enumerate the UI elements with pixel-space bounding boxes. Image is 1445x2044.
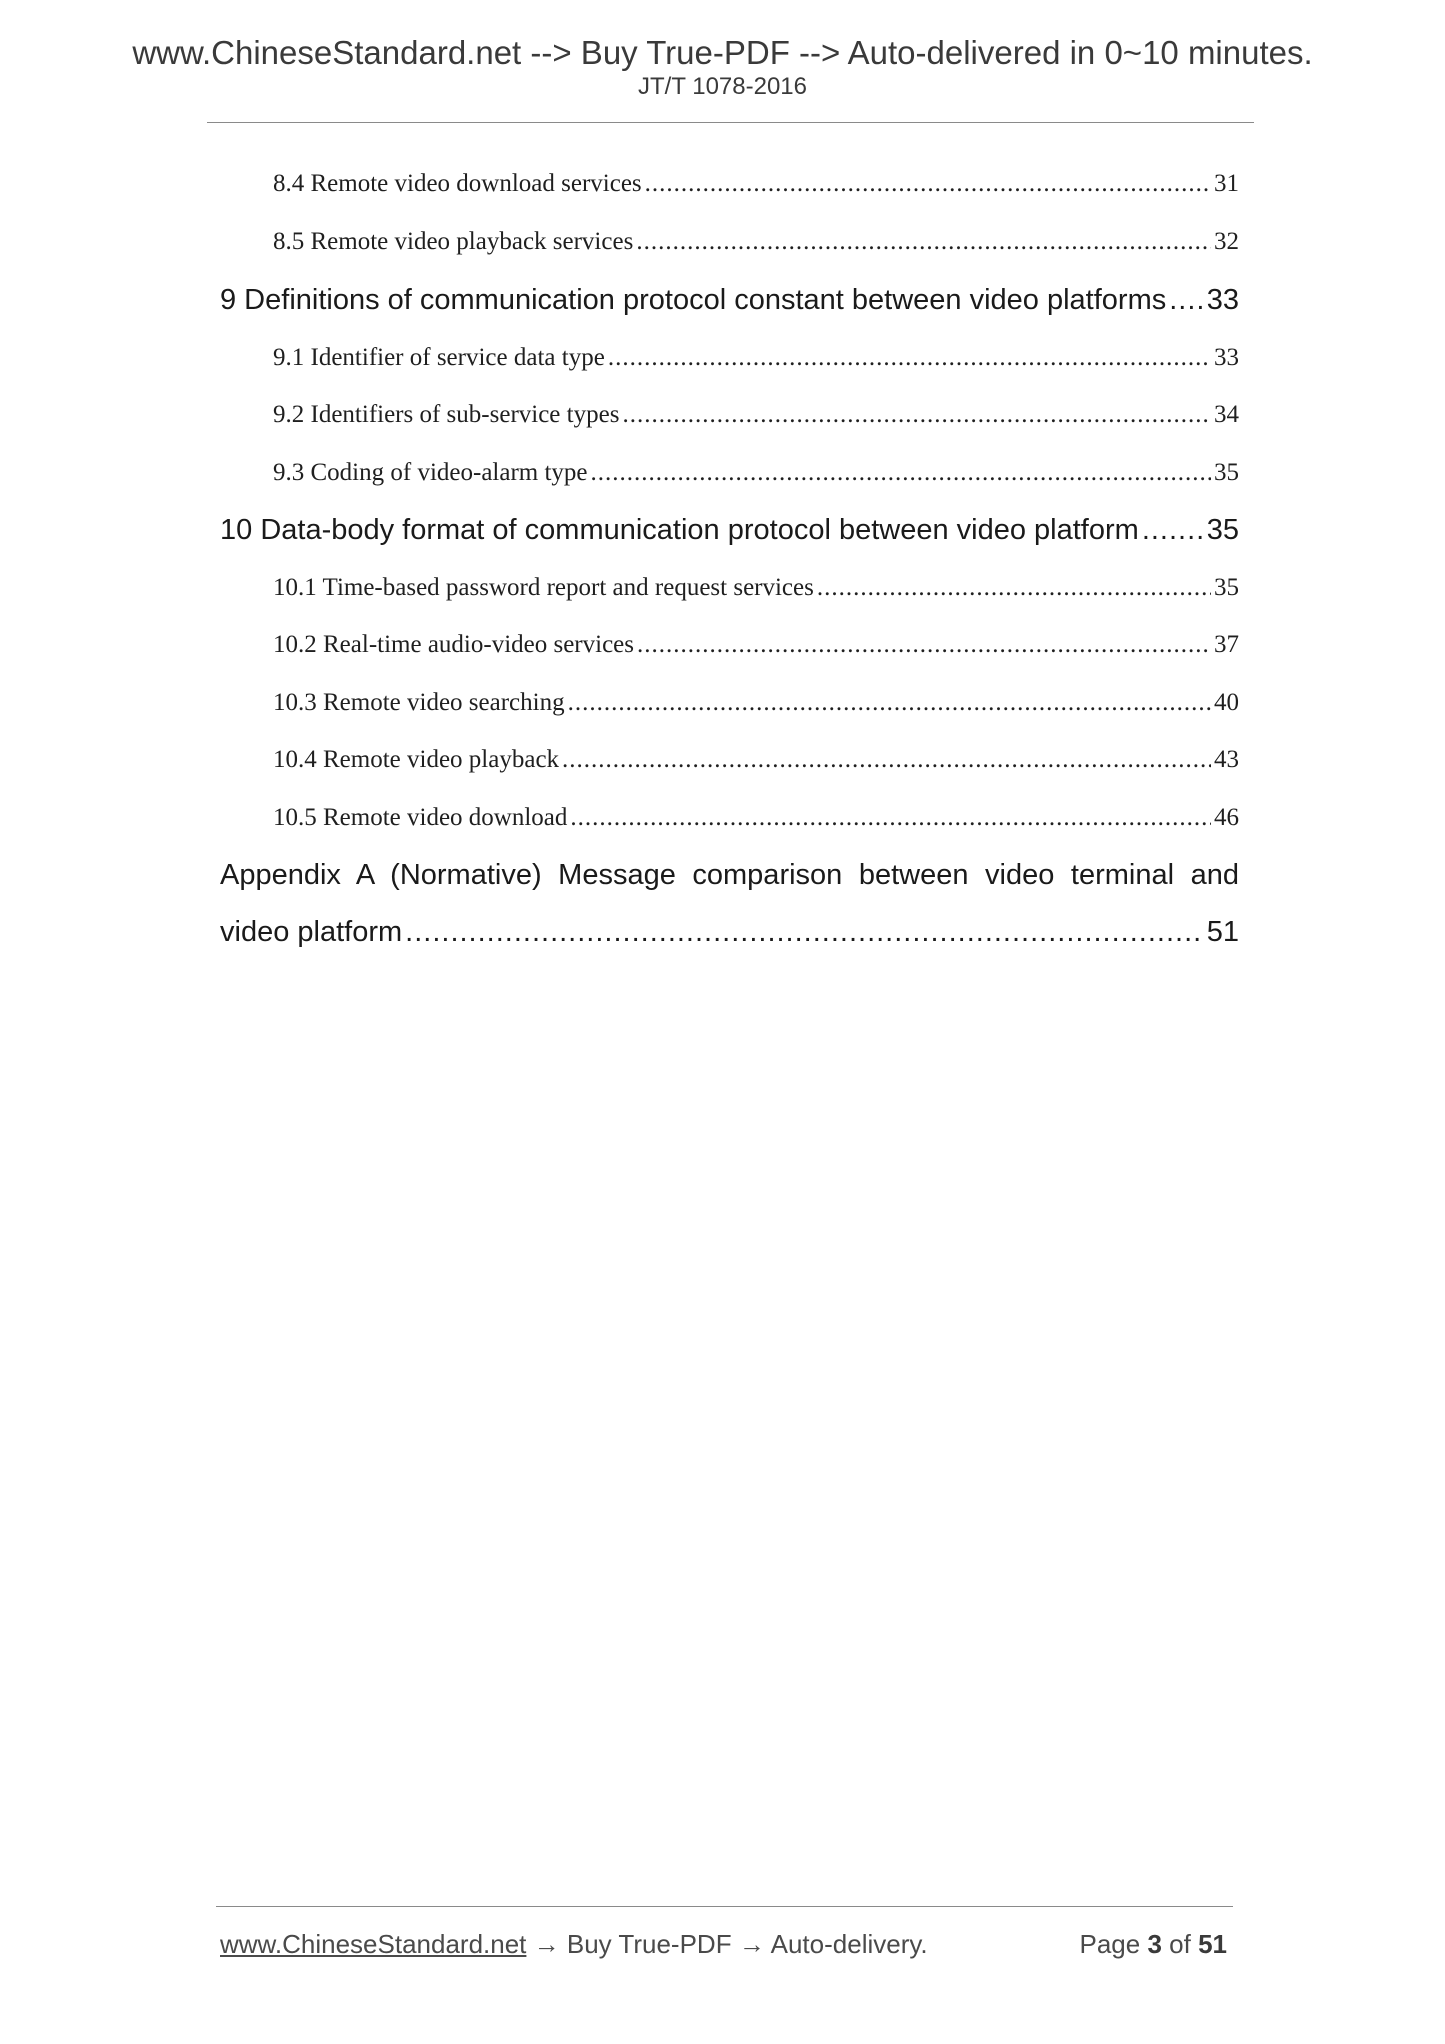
toc-dot-leader [568,685,1211,721]
toc-entry-page: 31 [1214,170,1239,197]
toc-dot-leader [1142,510,1204,550]
toc-dot-leader [591,455,1211,491]
footer-divider [216,1906,1233,1907]
document-code: JT/T 1078-2016 [638,73,807,100]
toc-entry-label: 9.3 Coding of video-alarm type [273,459,588,486]
toc-dot-leader [1169,280,1204,320]
arrow-right-icon: → [738,1929,765,1959]
toc-entry-label: 9.2 Identifiers of sub-service types [273,401,620,428]
toc-entry-8-4[interactable] [273,166,1239,202]
toc-dot-leader [645,166,1211,202]
toc-entry-10-1[interactable] [273,570,1239,606]
toc-entry-label: 10.3 Remote video searching [273,689,565,716]
page-number [1079,1927,1227,1961]
toc-entry-9-1[interactable] [273,340,1239,376]
toc-entry-page: 33 [1214,344,1239,371]
toc-entry-label: 10.5 Remote video download [273,804,568,831]
toc-dot-leader [405,912,1204,952]
footer-promo [220,1927,928,1961]
toc-entry-10-4[interactable] [273,742,1239,778]
toc-entry-9[interactable] [220,280,1239,320]
toc-entry-label: 10 Data-body format of communication protocol between video platform [220,514,1139,546]
toc-dot-leader [622,397,1211,433]
toc-dot-leader [636,224,1211,260]
toc-entry-appendix-a-line1[interactable]: Appendix A (Normative) Message comparison between video terminal and [220,859,1239,891]
toc-entry-page: 46 [1214,804,1239,831]
toc-dot-leader [608,340,1211,376]
toc-entry-8-5[interactable] [273,224,1239,260]
toc-entry-label: 8.4 Remote video download services [273,170,642,197]
footer-site-link[interactable]: www.ChineseStandard.net [220,1929,527,1959]
toc-entry-10-3[interactable] [273,685,1239,721]
page-word: Page [1079,1929,1141,1959]
toc-entry-page: 35 [1214,459,1239,486]
toc-dot-leader [817,570,1211,606]
arrow-right-icon: → [533,1929,560,1959]
toc-entry-label: 10.2 Real-time audio-video services [273,631,634,658]
toc-entry-page: 35 [1206,514,1239,546]
footer-delivery-text: Auto-delivery. [770,1929,928,1959]
page-footer [220,1927,1233,1961]
toc-entry-appendix-a[interactable] [220,912,1239,952]
toc-entry-label: 9.1 Identifier of service data type [273,344,605,371]
toc-entry-label: 9 Definitions of communication protocol constant between video platforms [220,284,1167,316]
toc-entry-label: video platform [220,916,403,948]
toc-entry-label: 10.4 Remote video playback [273,746,560,773]
toc-entry-label: 8.5 Remote video playback services [273,228,634,255]
of-word: of [1169,1929,1191,1959]
toc-entry-label: 10.1 Time-based password report and request services [273,574,814,601]
toc-entry-page: 34 [1214,401,1239,428]
toc-entry-9-2[interactable] [273,397,1239,433]
toc-entry-10-2[interactable] [273,627,1239,663]
toc-entry-page: 33 [1206,284,1239,316]
footer-buy-text: Buy True-PDF [566,1929,732,1959]
header-banner[interactable]: www.ChineseStandard.net --> Buy True-PDF --> Auto-delivered in 0~10 minutes. [132,34,1313,71]
header-divider [207,122,1254,123]
toc-entry-page: 37 [1214,631,1239,658]
toc-dot-leader [637,627,1211,663]
toc-entry-9-3[interactable] [273,455,1239,491]
toc-dot-leader [562,742,1211,778]
toc-entry-page: 51 [1206,916,1239,948]
total-pages: 51 [1198,1929,1227,1959]
toc-entry-page: 32 [1214,228,1239,255]
toc-dot-leader [570,800,1211,836]
current-page: 3 [1147,1929,1162,1959]
toc-entry-page: 43 [1214,746,1239,773]
toc-entry-10[interactable] [220,510,1239,550]
toc-entry-10-5[interactable] [273,800,1239,836]
toc-entry-page: 40 [1214,689,1239,716]
toc-entry-page: 35 [1214,574,1239,601]
